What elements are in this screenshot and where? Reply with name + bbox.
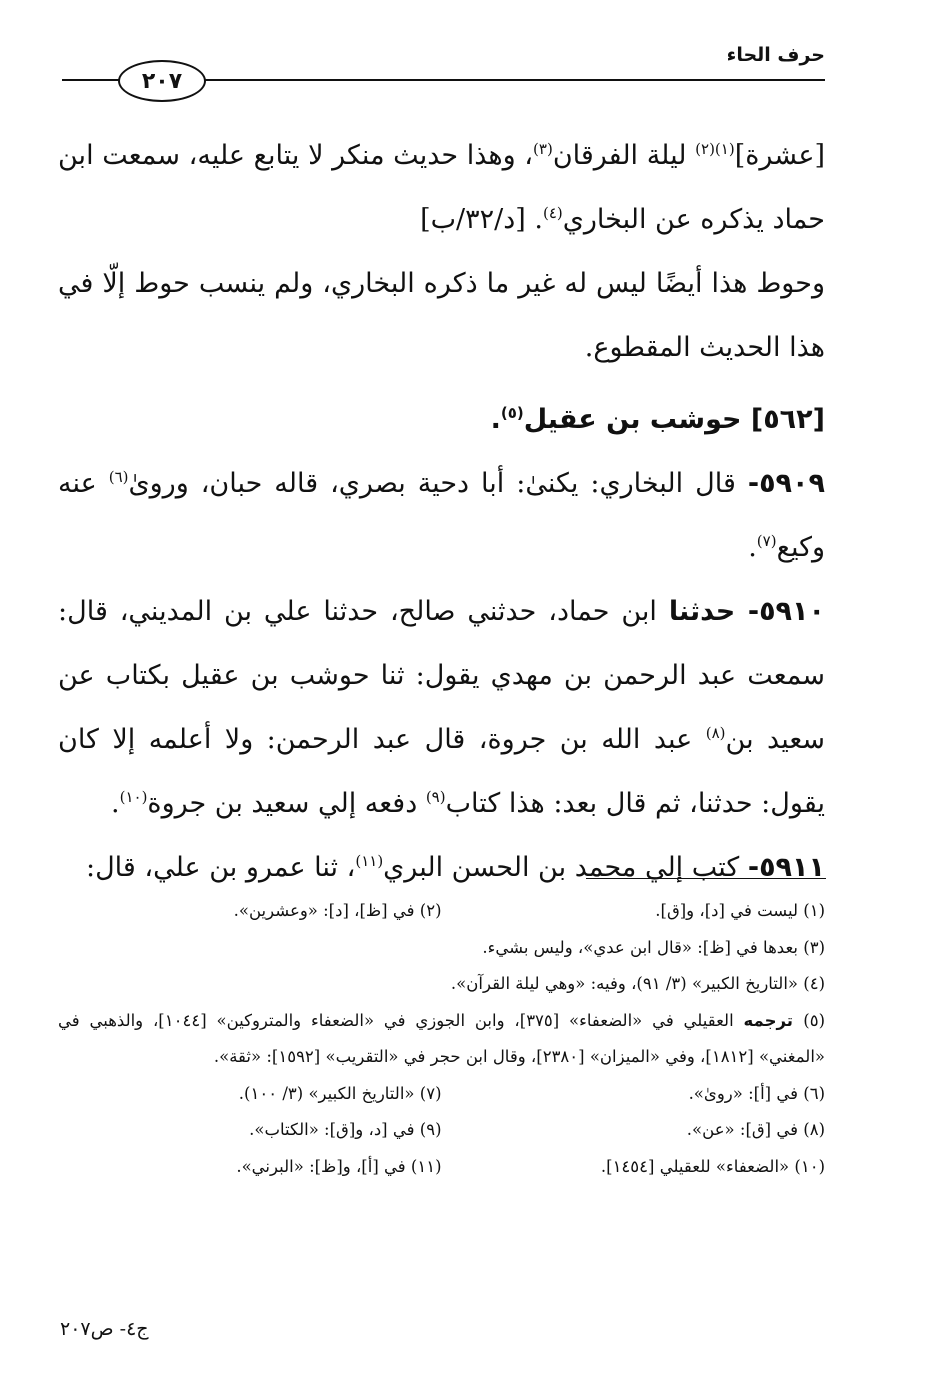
entry-number: ٥٩١٠- xyxy=(747,596,825,627)
footnote-ref[interactable]: (١)(٢) xyxy=(695,140,735,158)
text: ، ثنا عمرو بن علي، قال: xyxy=(85,852,356,883)
text: العقيلي في «الضعفاء» [٣٧٥]، وابن الجوزي في «الضعفاء والمتروكين» [١٠٤٤]، والذهبي في «المغني» [١٨١٢]، وفي «الميزان» [٢٣٨٠]، وقال ابن حجر في «التقريب» [١٥٩٢]: «ثقة». xyxy=(58,1010,825,1066)
paragraph-1 xyxy=(58,124,825,252)
footnote-6: (٦) في [أ]: «روىٰ». xyxy=(688,1083,825,1103)
text: ليلة الفرقان xyxy=(552,140,696,171)
text: ، وهذا حديث منكر لا يتابع عليه، سمعت ابن حماد يذكره عن البخاري xyxy=(58,140,825,235)
footnote-11: (١١) في [أ]، و[ظ]: «البرني». xyxy=(236,1156,442,1176)
entry-number: ٥٩١١- xyxy=(747,852,825,883)
bold-text: ترجمه xyxy=(743,1010,804,1030)
entry-5909 xyxy=(58,452,825,580)
text: ابن حماد، حدثني صالح، حدثنا علي بن المديني، قال: سمعت عبد الرحمن بن مهدي يقول: ثنا حوشب بن عقيل بكتاب عن سعيد بن xyxy=(58,596,826,755)
text: قال البخاري: يكنىٰ: أبا دحية بصري، قاله حبان، وروىٰ xyxy=(128,468,748,499)
page-number-badge: ٢٠٧ xyxy=(118,60,206,102)
footnotes xyxy=(58,893,825,1185)
footnote-number: (٥) xyxy=(803,1010,826,1030)
entry-heading xyxy=(58,388,825,452)
footnote-5 xyxy=(58,1003,825,1076)
footnote-row xyxy=(58,1112,825,1149)
footnote-ref[interactable]: (١١) xyxy=(355,852,384,870)
footnote-7: (٧) «التاريخ الكبير» (٣/ ١٠٠). xyxy=(238,1083,442,1103)
footnote-ref[interactable]: (٥) xyxy=(500,404,524,422)
text: [عشرة] xyxy=(734,140,826,171)
footnote-4: (٤) «التاريخ الكبير» (٣/ ٩١)، وفيه: «وهي ليلة القرآن». xyxy=(450,974,825,993)
footnote-row xyxy=(58,1149,825,1186)
text: . xyxy=(110,788,120,819)
main-text xyxy=(58,124,825,900)
text: دفعه إلي سعيد بن جروة xyxy=(147,788,426,819)
footnote-8: (٨) في [ق]: «عن». xyxy=(686,1120,825,1139)
text: عبد الله بن جروة، قال عبد الرحمن: ولا أعلمه إلا كان يقول: حدثنا، ثم قال بعد: هذا كتاب xyxy=(58,724,825,819)
footnote-ref[interactable]: (١٠) xyxy=(119,788,148,806)
text: . [د/٣٢/ب] xyxy=(420,204,543,235)
footnote-3: (٣) بعدها في [ظ]: «قال ابن عدي»، وليس بشيء. xyxy=(482,937,825,957)
entry-number: ٥٩٠٩- xyxy=(747,468,825,499)
running-header: حرف الحاء xyxy=(726,44,825,66)
text: كتب إلي محمد بن الحسن البري xyxy=(383,852,748,883)
footnote-ref[interactable]: (٣) xyxy=(533,140,553,158)
text: . xyxy=(748,532,757,563)
text: . xyxy=(490,404,501,435)
footnote-2: (٢) في [ظ]، [د]: «وعشرين». xyxy=(233,901,442,920)
footnote-9: (٩) في [د، و[ق]: «الكتاب». xyxy=(249,1120,442,1139)
bold-text: حدثنا xyxy=(668,596,748,627)
entry-5910 xyxy=(58,580,825,836)
volume-page-label: ج٤- ص٢٠٧ xyxy=(60,1318,149,1340)
footnote-ref[interactable]: (٩) xyxy=(425,788,446,806)
footnote-1: (١) ليست في [د]، و[ق]. xyxy=(655,901,825,920)
text: عنه وكيع xyxy=(58,468,825,563)
footnote-10: (١٠) «الضعفاء» للعقيلي [١٤٥٤]. xyxy=(600,1156,825,1176)
footnote-rule xyxy=(586,878,826,879)
footnote-ref[interactable]: (٧) xyxy=(756,532,777,550)
footnote-row xyxy=(58,1076,825,1113)
footnote-ref[interactable]: (٦) xyxy=(108,468,129,486)
heading-text: [٥٦٢] حوشب بن عقيل xyxy=(523,404,825,435)
footnote-ref[interactable]: (٤) xyxy=(542,204,563,222)
footnote-ref[interactable]: (٨) xyxy=(705,724,726,742)
footnote-row xyxy=(58,893,825,930)
entry-5911 xyxy=(58,836,825,900)
paragraph-2: وحوط هذا أيضًا ليس له غير ما ذكره البخاري، ولم ينسب حوط إلّا في هذا الحديث المقطوع. xyxy=(58,268,825,363)
